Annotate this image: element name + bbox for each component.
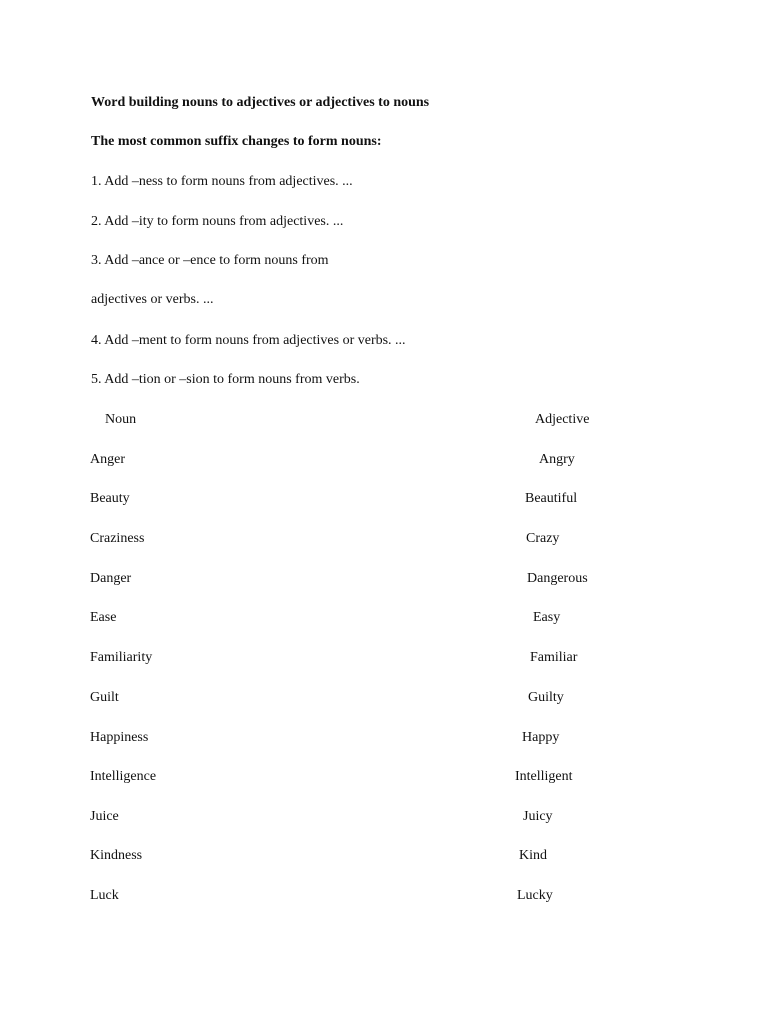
adjective-cell: Juicy [523, 809, 553, 824]
adjective-cell: Kind [519, 848, 547, 863]
noun-cell: Happiness [90, 730, 149, 745]
noun-cell: Ease [90, 610, 117, 625]
document-title: Word building nouns to adjectives or adjectives to nouns [91, 95, 430, 110]
noun-cell: Guilt [90, 690, 119, 705]
rule-item-continuation: adjectives or verbs. ... [91, 292, 214, 307]
adjective-column-header: Adjective [535, 412, 590, 427]
adjective-cell: Lucky [517, 888, 553, 903]
noun-cell: Craziness [90, 531, 145, 546]
rule-item: 3. Add –ance or –ence to form nouns from [91, 253, 329, 268]
adjective-cell: Intelligent [515, 769, 573, 784]
noun-cell: Intelligence [90, 769, 157, 784]
adjective-cell: Familiar [530, 650, 578, 665]
adjective-cell: Angry [539, 452, 575, 467]
rule-item: 4. Add –ment to form nouns from adjectives or verbs. ... [91, 333, 406, 348]
rule-item: 2. Add –ity to form nouns from adjectives. ... [91, 214, 344, 229]
adjective-cell: Guilty [528, 690, 564, 705]
adjective-cell: Crazy [526, 531, 560, 546]
adjective-cell: Easy [533, 610, 561, 625]
rule-item: 1. Add –ness to form nouns from adjectives. ... [91, 174, 353, 189]
noun-cell: Familiarity [90, 650, 153, 665]
noun-cell: Danger [90, 571, 132, 586]
noun-cell: Kindness [90, 848, 143, 863]
noun-column-header: Noun [105, 412, 137, 427]
section-heading: The most common suffix changes to form nouns: [91, 134, 382, 149]
rule-item: 5. Add –tion or –sion to form nouns from verbs. [91, 372, 360, 387]
adjective-cell: Happy [522, 730, 560, 745]
noun-cell: Juice [90, 809, 119, 824]
noun-cell: Beauty [90, 491, 130, 506]
adjective-cell: Beautiful [525, 491, 578, 506]
adjective-cell: Dangerous [527, 571, 588, 586]
noun-cell: Anger [90, 452, 125, 467]
noun-cell: Luck [90, 888, 119, 903]
